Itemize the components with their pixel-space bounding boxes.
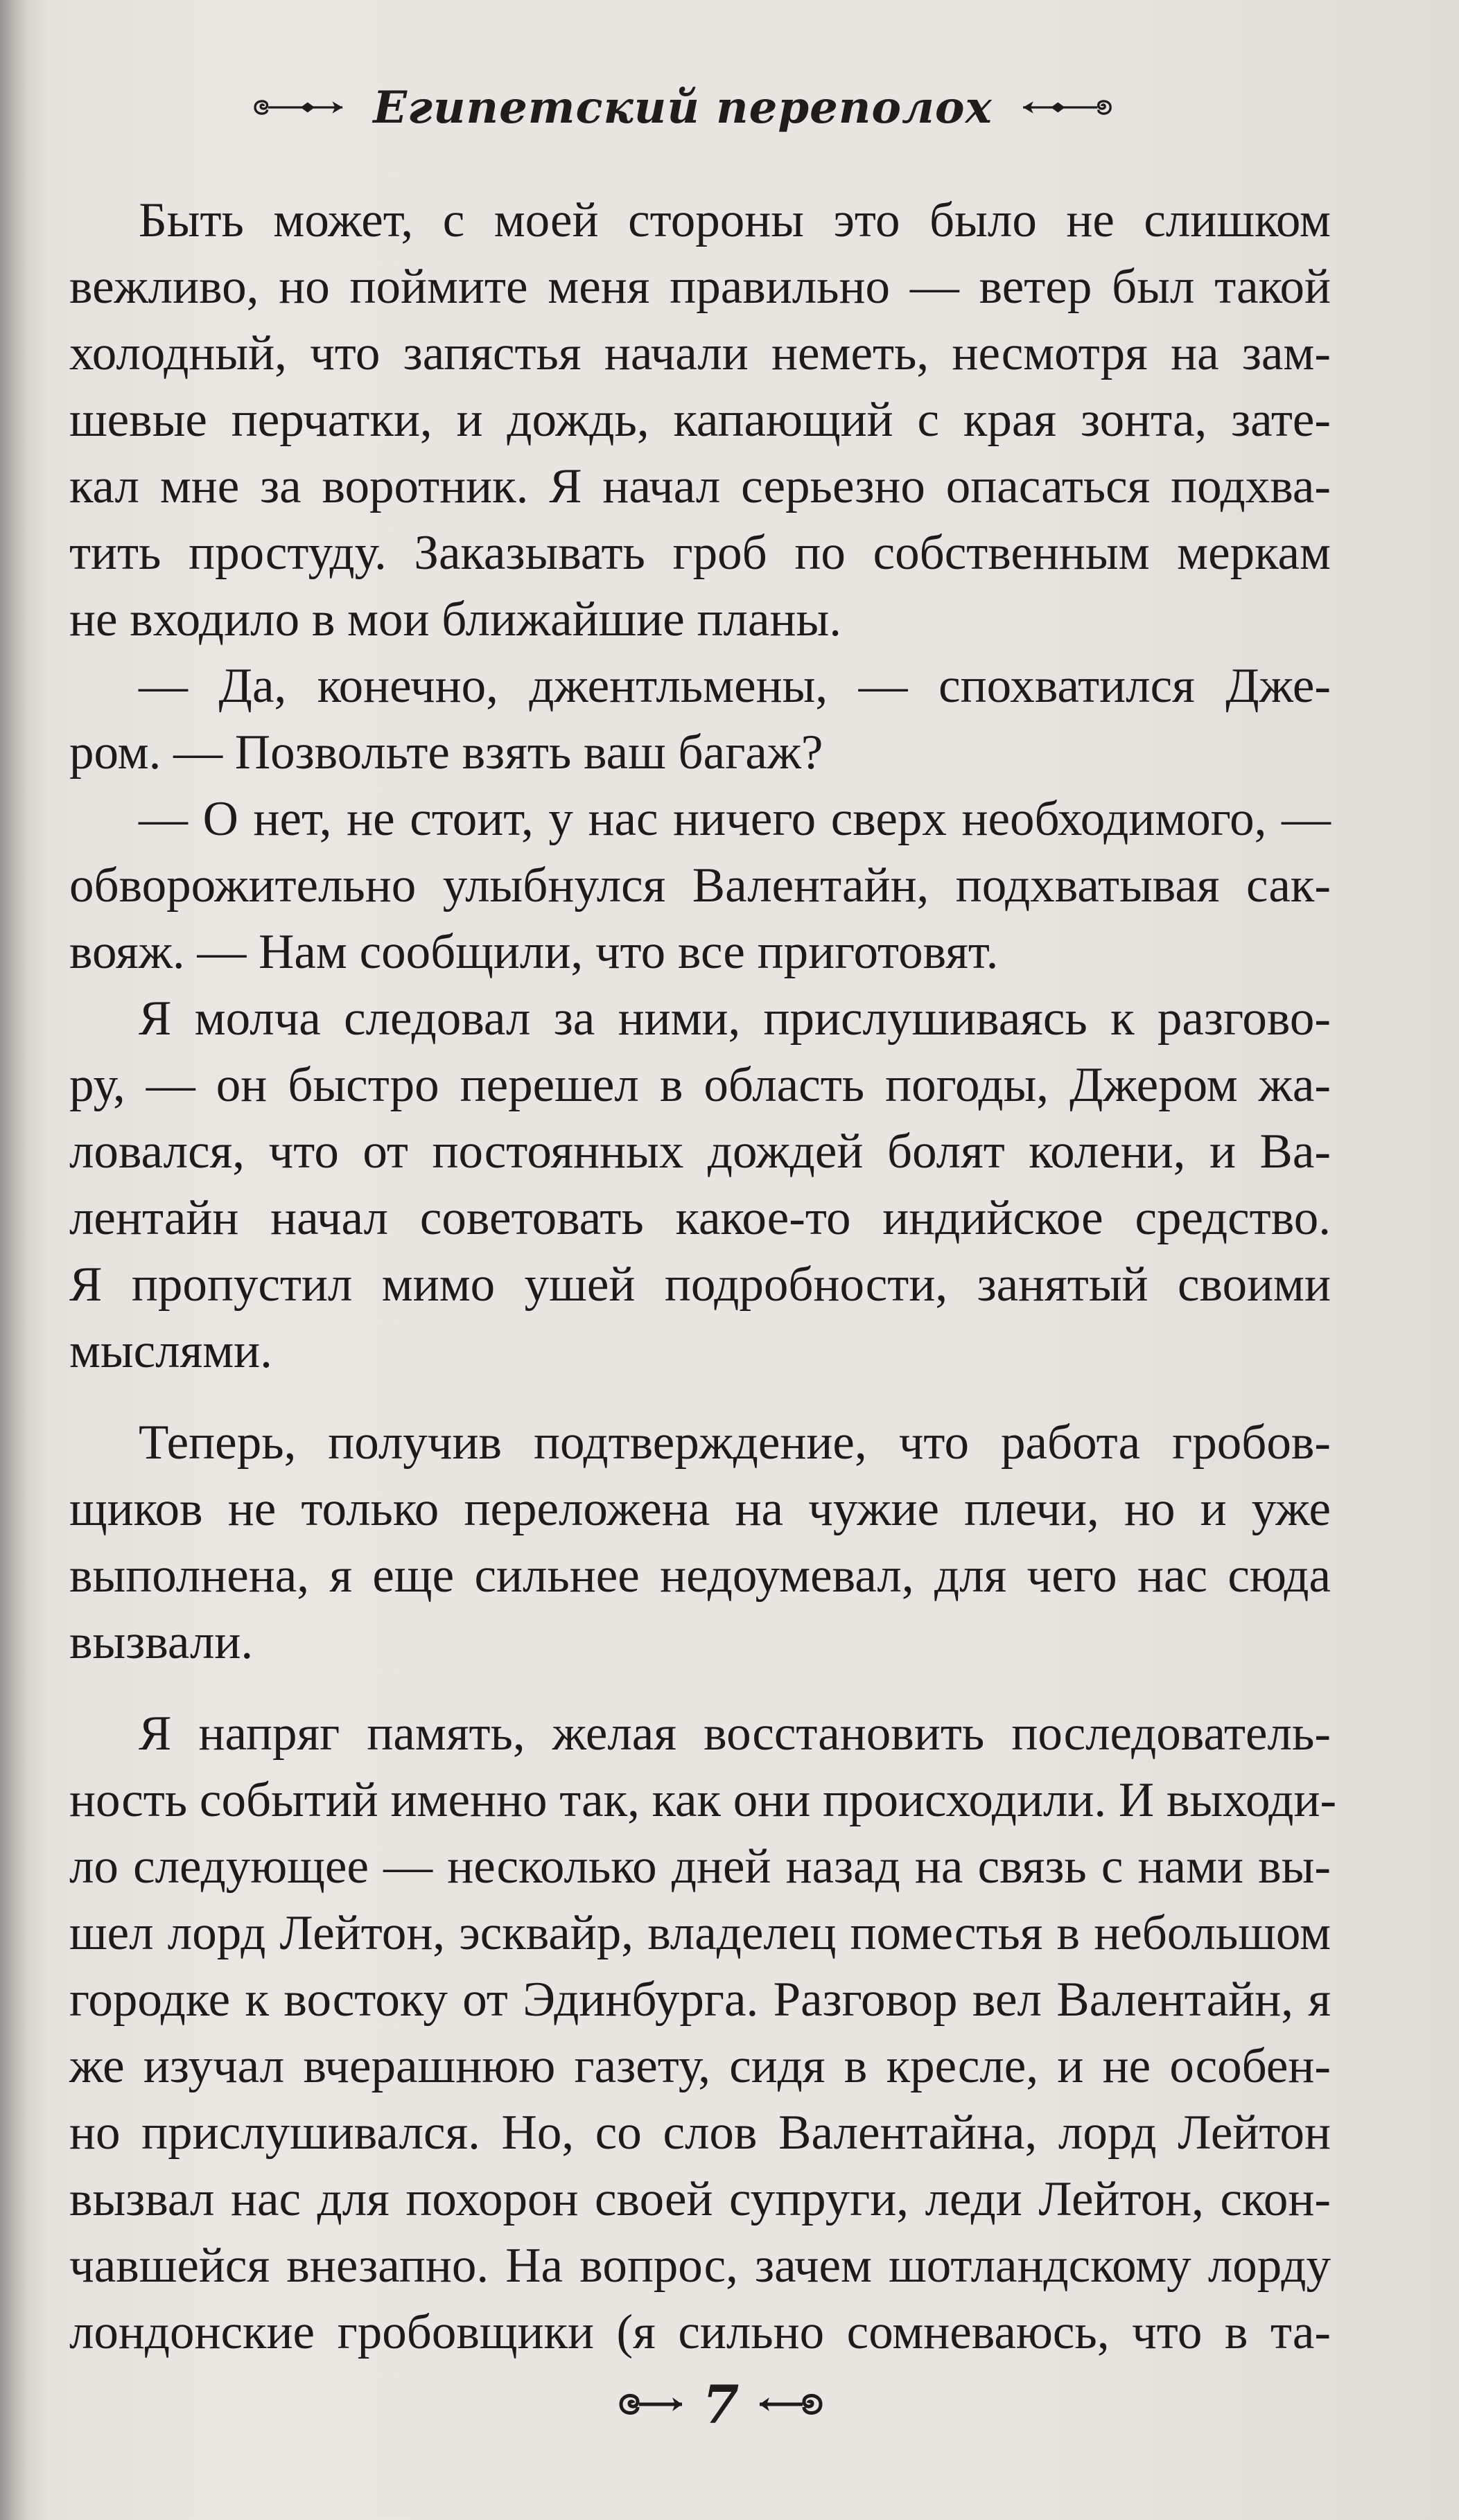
paragraph [69, 786, 1331, 985]
paragraph [69, 985, 1331, 1384]
text-line: — Да, конечно, джентльмены, — спохватился Дже- [139, 659, 1331, 713]
text-line: — О нет, не стоит, у нас ничего сверх необходимого, — [139, 792, 1331, 846]
text-line: щиков не только переложена на чужие плечи, но и уже [69, 1482, 1331, 1536]
text-line: тить простуду. Заказывать гроб по собственным меркам [69, 526, 1331, 580]
running-header [250, 66, 1116, 149]
text-line: мыслями. [69, 1324, 272, 1378]
text-line: Я молча следовал за ними, прислушиваясь к разгово- [139, 992, 1331, 1046]
text-line: лондонские гробовщики (я сильно сомневаюсь, что в та- [69, 2305, 1331, 2359]
text-line: вежливо, но поймите меня правильно — ветер был такой [69, 260, 1331, 314]
text-line: шевые перчатки, и дождь, капающий с края зонта, зате- [69, 393, 1331, 447]
paragraph-gap [69, 1384, 1331, 1409]
text-line: Быть может, с моей стороны это было не слишком [139, 193, 1331, 247]
paragraph [69, 653, 1331, 786]
text-line: лентайн начал советовать какое-то индийское средство. [69, 1191, 1331, 1245]
text-line: шел лорд Лейтон, эсквайр, владелец поместья в небольшом [69, 1906, 1331, 1960]
text-line: ру, — он быстро перешел в область погоды, Джером жа- [69, 1058, 1331, 1112]
binding-shadow [0, 0, 28, 2520]
flourish-right-icon [753, 2384, 829, 2425]
paragraph [69, 1409, 1331, 1675]
text-line: ло следующее — несколько дней назад на связь с нами вы- [69, 1840, 1331, 1894]
text-line: но прислушивался. Но, со слов Валентайна, лорд Лейтон [69, 2106, 1331, 2160]
text-line: ность событий именно так, как они происходили. И выходи- [69, 1773, 1337, 1827]
paragraph [69, 187, 1331, 653]
paragraph-gap [69, 1675, 1331, 1700]
text-line: не входило в мои ближайшие планы. [69, 592, 841, 646]
text-line: городке к востоку от Эдинбурга. Разговор вел Валентайн, я [69, 1973, 1331, 2027]
page-footer [596, 2363, 846, 2446]
text-line: Я пропустил мимо ушей подробности, занятый своими [69, 1258, 1331, 1312]
text-line: вызвал нас для похорон своей супруги, леди Лейтон, скон- [69, 2172, 1331, 2226]
text-line: вызвали. [69, 1615, 254, 1669]
text-line: вояж. — Нам сообщили, что все приготовят. [69, 925, 999, 979]
text-line: выполнена, я еще сильнее недоумевал, для чего нас сюда [69, 1549, 1331, 1603]
text-line: холодный, что запястья начали неметь, несмотря на зам- [69, 326, 1331, 380]
flourish-arrow-right-icon [1009, 83, 1116, 132]
flourish-left-icon [613, 2384, 689, 2425]
text-line: кал мне за воротник. Я начал серьезно опасаться подхва- [69, 459, 1331, 513]
text-line: Теперь, получив подтверждение, что работа гробов- [139, 1416, 1331, 1470]
body-text [69, 187, 1337, 2365]
running-title: Египетский переполох [373, 81, 993, 134]
text-line: обворожительно улыбнулся Валентайн, подхватывая сак- [69, 858, 1331, 913]
paragraph [69, 1700, 1337, 2365]
page-number: 7 [702, 2373, 740, 2435]
flourish-arrow-left-icon [250, 83, 356, 132]
text-line: чавшейся внезапно. На вопрос, зачем шотландскому лорду [69, 2239, 1331, 2293]
text-line: же изучал вчерашнюю газету, сидя в кресле, и не особен- [69, 2039, 1331, 2093]
text-line: ловался, что от постоянных дождей болят колени, и Ва- [69, 1125, 1331, 1179]
text-line: Я напряг память, желая восстановить последователь- [139, 1707, 1331, 1761]
text-line: ром. — Позвольте взять ваш багаж? [69, 725, 823, 779]
